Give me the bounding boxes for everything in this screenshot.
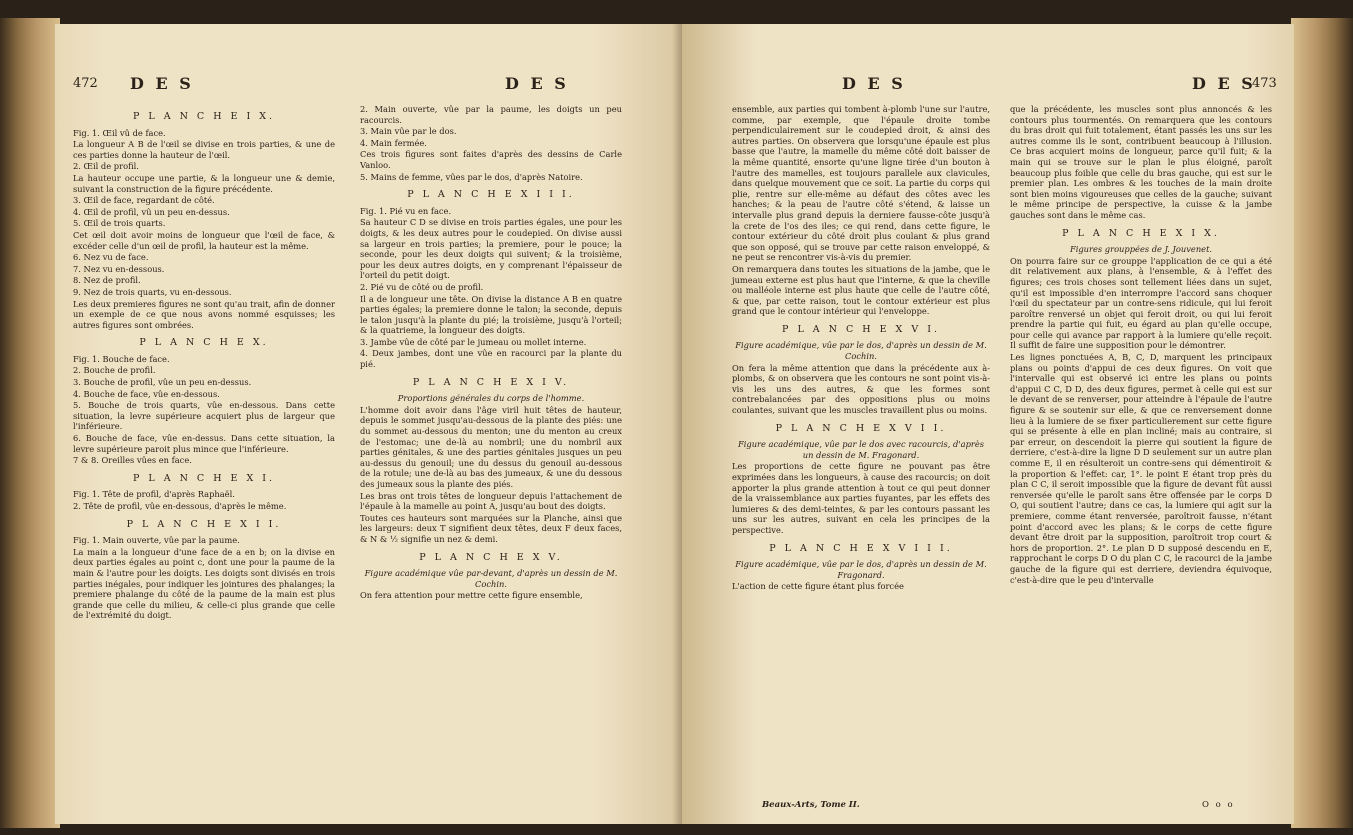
running-header-right-1: D E S bbox=[842, 74, 906, 93]
paragraph: 7. Nez vu en-dessous. bbox=[73, 263, 165, 274]
page-number-right: 473 bbox=[1252, 76, 1277, 91]
paragraph: Fig. 1. Pié vu en face. bbox=[360, 205, 452, 216]
paragraph: On fera la même attention que dans la précédente aux à-plombs, & on observera que les contours ne sont point vis-à-vis les uns des autres, & que les formes sont contrebalancées par des oppositions plus ou moins coulantes, suivant que les muscles travaillent plus ou moins. bbox=[732, 362, 990, 416]
figure-caption: Figures grouppées de J. Jouvenet. bbox=[1069, 244, 1213, 255]
figure-caption: Figure académique, vûe par le dos avec racourcis, d'après un dessin de M. Fragonard. bbox=[737, 439, 985, 460]
plate-heading: P L A N C H E X V I I. bbox=[775, 422, 947, 434]
paragraph: 4. Main fermée. bbox=[360, 137, 427, 148]
paragraph: La longueur A B de l'œil se divise en trois parties, & une de ces parties donne la hauteur de l'œil. bbox=[73, 139, 335, 160]
plate-heading: P L A N C H E X I V. bbox=[412, 376, 570, 388]
left-column-1 bbox=[73, 104, 335, 622]
paragraph: 3. Bouche de profil, vûe un peu en-dessus. bbox=[73, 377, 252, 388]
paragraph: On remarquera dans toutes les situations de la jambe, que le jumeau externe est plus haut que l'interne, & que la cheville ou malléole interne est plus haute que celle de l'autre côté, & que, par cette raison, tout le contour extérieur est plus grand que le contour intérieur qui l'enveloppe. bbox=[732, 263, 990, 317]
paragraph: Les bras ont trois têtes de longueur depuis l'attachement de l'épaule à la mamelle au point A, jusqu'au bout des doigts. bbox=[360, 490, 622, 512]
paragraph: L'homme doit avoir dans l'âge viril huit têtes de hauteur, depuis le sommet jusqu'au-dessous de la plante des piés: une du sommet au-dessous du menton; une du menton au creux de l'estomac; une de-là au nombril; une du nombril aux parties génitales, & une des parties génitales jusques un peu au-dessus du genouil; une du dessus du genouil au-dessous de la rotule; une de-là au bas des jumeaux, & une du dessous des jumeaux sous la plante des piés. bbox=[360, 404, 622, 489]
paragraph: 5. Bouche de trois quarts, vûe en-dessous. Dans cette situation, la levre supérieure acquiert plus de largeur que l'inférieure. bbox=[73, 400, 335, 432]
paragraph: 7 & 8. Oreilles vûes en face. bbox=[73, 455, 192, 466]
figure-caption: Figure académique, vûe par le dos, d'après un dessin de M. Cochin. bbox=[735, 340, 987, 362]
right-page-edges bbox=[1291, 18, 1353, 828]
paragraph: 4. Deux jambes, dont une vûe en racourci par la plante du pié. bbox=[360, 348, 622, 370]
right-column-1 bbox=[732, 104, 990, 593]
paragraph: 2. Bouche de profil. bbox=[73, 365, 156, 376]
paragraph: 4. Œil de profil, vû un peu en-dessus. bbox=[73, 206, 230, 217]
paragraph: 3. Main vûe par le dos. bbox=[360, 126, 457, 137]
paragraph: Cet œil doit avoir moins de longueur que l'œil de face, & excéder celle d'un œil de profil, la hauteur est la même. bbox=[73, 229, 335, 251]
paragraph: 2. Œil de profil. bbox=[73, 161, 139, 172]
paragraph: La hauteur occupe une partie, & la longueur une & demie, suivant la construction de la figure précédente. bbox=[73, 172, 335, 194]
paragraph: 9. Nez de trois quarts, vu en-dessous. bbox=[73, 286, 232, 297]
plate-heading: P L A N C H E X V I. bbox=[782, 323, 940, 335]
plate-heading: P L A N C H E X. bbox=[139, 337, 269, 349]
paragraph: 2. Tête de profil, vûe en-dessous, d'après le même. bbox=[73, 501, 287, 511]
paragraph: 3. Jambe vûe de côté par le jumeau ou mollet interne. bbox=[360, 336, 587, 347]
paragraph: On pourra faire sur ce grouppe l'application de ce qui a été dit relativement aux plans, à l'ensemble, & à l'effet des figures; ces trois choses sont tellement liées dans un sujet, qu'il est impossible d'en interrompre l'accord sans choquer l'œil du spectateur par un contre-sens ridicule, qui lui feroit paroître renversé un objet qui feroit droit, ou qui lui feroit prendre la partie qui fuit, eu égard au plan qu'elle occupe, pour celle qui avance par rapport à la lumiere qu'elle reçoit. Il suffit de faire une supposition pour le démontrer. bbox=[1010, 255, 1272, 351]
paragraph: 2. Pié vu de côté ou de profil. bbox=[360, 281, 484, 292]
page-number-left: 472 bbox=[73, 76, 98, 91]
paragraph: 6. Bouche de face, vûe en-dessus. Dans cette situation, la levre supérieure paroit plus mince que l'inférieure. bbox=[73, 433, 335, 454]
paragraph: Toutes ces hauteurs sont marquées sur la Planche, ainsi que les largeurs: deux T signifient deux têtes, deux F deux faces, & N & ½ signifie un nez & demi. bbox=[360, 512, 622, 544]
plate-heading: P L A N C H E X V. bbox=[419, 551, 563, 563]
plate-heading: P L A N C H E X I. bbox=[132, 472, 276, 484]
right-page bbox=[682, 24, 1294, 824]
left-page bbox=[55, 24, 687, 824]
paragraph: 3. Œil de face, regardant de côté. bbox=[73, 195, 215, 206]
paragraph: 8. Nez de profil. bbox=[73, 275, 141, 286]
figure-caption: Figure académique, vûe par le dos, d'après un dessin de M. Fragonard. bbox=[735, 559, 987, 580]
paragraph: L'action de cette figure étant plus forcée bbox=[732, 581, 904, 592]
paragraph: que la précédente, les muscles sont plus annoncés & les contours plus tourmentés. On remarquera que les contours du bras droit qui fuit totalement, étant passés les uns sur les autres comme ils le sont, contribuent beaucoup à l'illusion. Ce bras acquiert moins de longueur, parce qu'il fuit; & la main qui se trouve sur le plan le plus éloigné, paroît beaucoup plus foible que celle du bras gauche, qui est sur le premier plan. Les ombres & les touches de la main droite sont bien moins vigoureuses que celles de la gauche; suivant le même principe de perspective, la cuisse & la jambe gauches sont dans le même cas. bbox=[1010, 104, 1272, 220]
paragraph: 6. Nez vu de face. bbox=[73, 252, 149, 263]
plate-heading: P L A N C H E X I X. bbox=[1062, 227, 1220, 239]
paragraph: Fig. 1. Œil vû de face. bbox=[73, 127, 166, 138]
plate-heading: P L A N C H E I X. bbox=[132, 111, 276, 122]
left-column-2 bbox=[360, 104, 622, 602]
paragraph: ensemble, aux parties qui tombent à-plomb l'une sur l'autre, comme, par exemple, que l'épaule droite tombe perpendiculairement sur le coudepied droit, & ainsi des autres parties. On observera que lorsqu'une épaule est plus basse que l'autre, la mamelle du même côté doit baisser de la même quantité, ensorte qu'une ligne tirée d'un bouton à l'autre des mamelles, est toujours parallele aux clavicules, dans quelque mouvement que ce soit. La partie du corps qui plie, rentre sur elle-même au défaut des côtes avec les hanches; & la peau de l'autre côté s'étend, & laisse un intervalle plus grand depuis la derniere fausse-côte jusqu'à la crete de l'os des iles; ce qui rend, dans cette figure, le contour extérieur du côté droit plus coulant & plus grand que son opposé, qui se trouve par cette raison enveloppé, & ne peut se rencontrer vis-à-vis du premier. bbox=[732, 104, 990, 263]
right-column-2 bbox=[1010, 104, 1272, 586]
paragraph: Sa hauteur C D se divise en trois parties égales, une pour les doigts, & les deux autres pour le coudepied. On divise aussi sa largeur en trois parties; la premiere, pour le pouce; la seconde, pour les deux doigts qui suivent; & la troisième, pour les deux autres doigts, en y comprenant l'épaisseur de l'orteil du petit doigt. bbox=[360, 217, 622, 281]
figure-caption: Proportions générales du corps de l'homme. bbox=[397, 393, 585, 404]
paragraph: Il a de longueur une tête. On divise la distance A B en quatre parties égales; la premiere donne le talon; la seconde, depuis le talon jusqu'à la plante du pié; la troisième, jusqu'à l'orteil; & la quatrieme, la longueur des doigts. bbox=[360, 293, 622, 336]
volume-footer: Beaux-Arts, Tome II. bbox=[762, 800, 860, 810]
signature-mark: O o o bbox=[1202, 800, 1235, 810]
plate-heading: P L A N C H E X I I I. bbox=[407, 189, 575, 201]
running-header-right-2: D E S bbox=[1192, 74, 1256, 93]
paragraph: Fig. 1. Tête de profil, d'après Raphaël. bbox=[73, 489, 235, 500]
plate-heading: P L A N C H E X I I. bbox=[126, 518, 282, 530]
plate-heading: P L A N C H E X V I I I. bbox=[769, 542, 953, 554]
paragraph: Les proportions de cette figure ne pouvant pas être exprimées dans les longueurs, à cause des racourcis; on doit apporter la plus grande attention à tout ce qui peut donner de la vraissemblance aux parties fuyantes, par les effets des lumieres & des demi-teintes, & par les contours passant les uns sur les autres, suivant en cela les principes de la perspective. bbox=[732, 461, 990, 535]
paragraph: Fig. 1. Bouche de face. bbox=[73, 353, 170, 364]
paragraph: Fig. 1. Main ouverte, vûe par la paume. bbox=[73, 535, 240, 546]
paragraph: 5. Œil de trois quarts. bbox=[73, 218, 166, 229]
figure-caption: Figure académique vûe par-devant, d'après un dessin de M. Cochin. bbox=[364, 568, 618, 589]
paragraph: Les lignes ponctuées A, B, C, D, marquent les principaux plans ou points d'appui de ces deux figures. On voit que l'intervalle qui est observé ici entre les plans ou points d'appui C C, D D, des deux figures, permet à celle qui est sur le devant de se renverser, pour atteindre à l'épaule de l'autre figure & se soutenir sur elle, & que ce renversement donne lieu à la lumiere de se fixer particulierement sur cette figure qui se présente à elle en plan incliné; mais au contraire, si par erreur, on descendoit la pierre qui soutient la figure de derriere, c'est-à-dire la ligne D D seulement sur un autre plan comme E, il en résulteroit un contre-sens qui démentiroit & la proportion & l'effet: car, 1°. le point E étant trop près du plan C C, il seroit impossible que la figure de devant fût aussi renversée qu'elle le paroît sans être offensée par le corps D O, qui soutient l'autre; dans ce cas, la lumiere qui agit sur la premiere, comme étant renversée, paroîtroit fausse, n'étant point d'accord avec les plans; & le corps de cette figure devant être droit par la supposition, paroîtroit trop court & hors de proportion. 2°. Le plan D D supposé descendu en E, rapprochant le corps D O du plan C C, le racourci de la jambe gauche de la figure qui est derriere, deviendra équivoque, c'est-à-dire que le peu d'intervalle bbox=[1010, 352, 1272, 585]
paragraph: La main a la longueur d'une face de a en b; on la divise en deux parties égales au point c, dont une pour la paume de la main & l'autre pour les doigts. Les doigts sont divisés en trois parties inégales, pour indiquer les jointures des phalanges; la premiere phalange du côté de la paume de la main est plus grande que celle du milieu, & celle-ci plus grande que celle de l'extrémité du doigt. bbox=[73, 546, 335, 621]
running-header-left-2: D E S bbox=[505, 74, 569, 93]
running-header-left-1: D E S bbox=[130, 74, 194, 93]
paragraph: Les deux premieres figures ne sont qu'au trait, afin de donner un exemple de ce que nous avons nommé esquisses; les autres figures sont ombrées. bbox=[73, 298, 335, 330]
left-page-edges bbox=[0, 18, 60, 828]
paragraph: 5. Mains de femme, vûes par le dos, d'après Natoire. bbox=[360, 171, 583, 182]
paragraph: 4. Bouche de face, vûe en-dessous. bbox=[73, 388, 220, 399]
paragraph: Ces trois figures sont faites d'après des dessins de Carle Vanloo. bbox=[360, 149, 622, 170]
paragraph: 2. Main ouverte, vûe par la paume, les doigts un peu racourcis. bbox=[360, 104, 622, 125]
paragraph: On fera attention pour mettre cette figure ensemble, bbox=[360, 590, 583, 601]
